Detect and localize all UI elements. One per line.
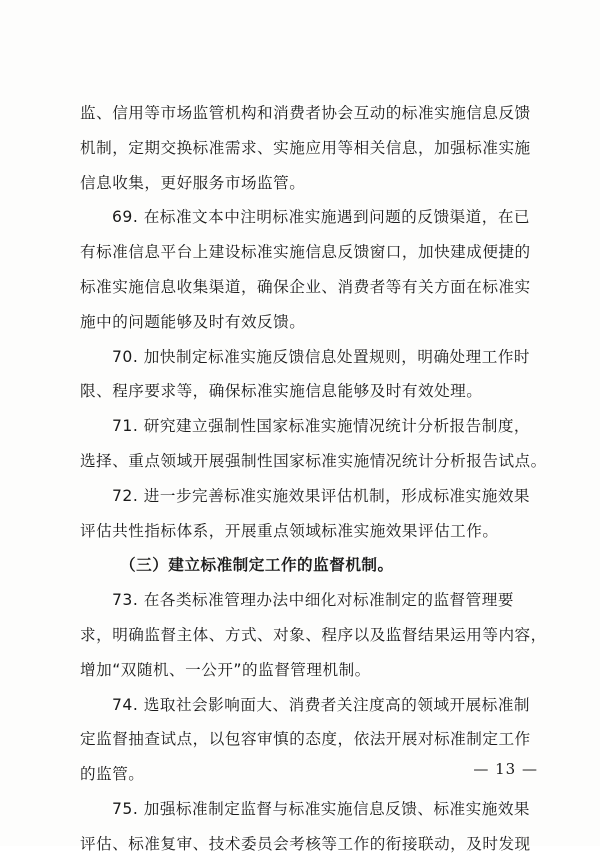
paragraph-73-start: 73. 在各类标准管理办法中细化对标准制定的监督管理要 [112,591,514,610]
paragraph-69-start: 69. 在标准文本中注明标准实施遇到问题的反馈渠道，在已 [112,208,531,227]
text-line: 增加“双随机、一公开”的监督管理机制。 [80,660,371,679]
paragraph-72-start: 72. 进一步完善标准实施效果评估机制，形成标准实施效果 [112,486,531,505]
text-line: 求，明确监督主体、方式、对象、程序以及监督结果运用等内容， [80,625,547,644]
text-line: 标准实施信息收集渠道，确保企业、消费者等有关方面在标准实 [80,277,531,296]
text-line: 定监督抽查试点，以包容审慎的态度，依法开展对标准制定工作 [80,730,531,749]
body-text [80,96,547,862]
text-line: 机制，定期交换标准需求、实施应用等相关信息，加强标准实施 [80,138,531,157]
text-line: 评估共性指标体系，开展重点领域标准实施效果评估工作。 [80,521,499,540]
text-line: 选择、重点领域开展强制性国家标准实施情况统计分析报告试点。 [80,451,547,470]
paragraph-70-start: 70. 加快制定标准实施反馈信息处置规则，明确处理工作时 [112,347,531,366]
paragraph-75-start: 75. 加强标准制定监督与标准实施信息反馈、标准实施效果 [112,799,531,818]
text-line: 限、程序要求等，确保标准实施信息能够及时有效处理。 [80,382,483,401]
text-line: 有标准信息平台上建设标准实施信息反馈窗口，加快建成便捷的 [80,243,531,262]
text-line: 信息收集，更好服务市场监管。 [80,173,306,192]
text-line: 的监管。 [80,765,145,784]
paragraph-74-start: 74. 选取社会影响面大、消费者关注度高的领域开展标准制 [112,695,531,714]
text-line: 评估、标准复审、技术委员会考核等工作的衔接联动，及时发现 [80,834,531,853]
text-line: 监、信用等市场监管机构和消费者协会互动的标准实施信息反馈 [80,104,531,122]
paragraph-71-start: 71. 研究建立强制性国家标准实施情况统计分析报告制度， [112,417,531,436]
text-line: 施中的问题能够及时有效反馈。 [80,312,306,331]
page-number: — 13 — [473,760,538,778]
section-heading: （三）建立标准制定工作的监督机制。 [120,556,394,575]
